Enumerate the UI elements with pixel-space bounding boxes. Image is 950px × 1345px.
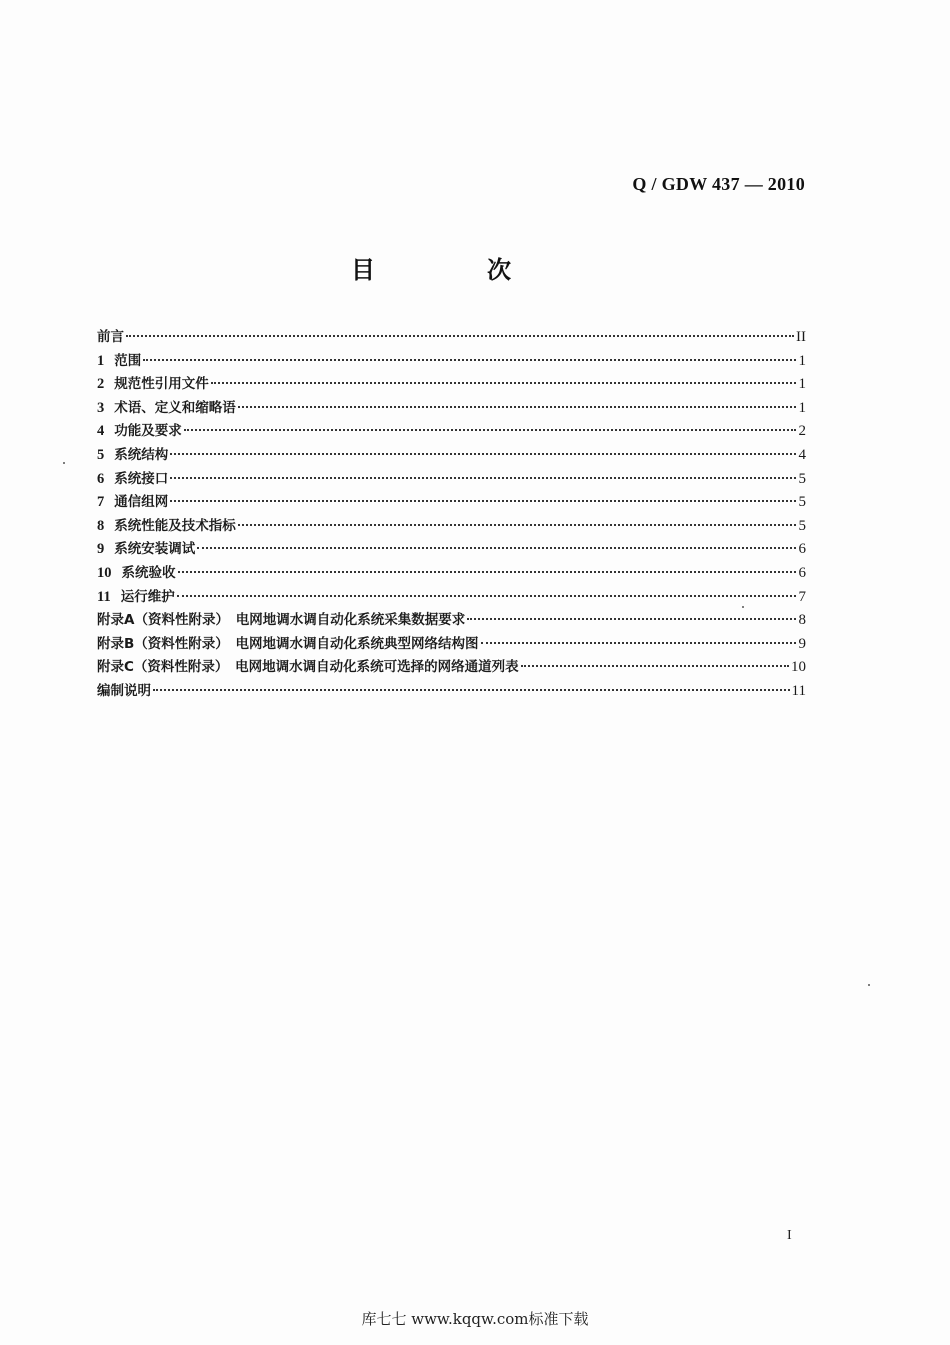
toc-entry-page: 7 <box>798 588 806 605</box>
toc-entry-label: 规范性引用文件 <box>114 376 209 393</box>
leader-dots <box>170 499 796 502</box>
toc-entry-page: 5 <box>798 470 806 487</box>
toc-entry-page: 2 <box>798 423 806 440</box>
toc-entry-page: 5 <box>798 517 806 534</box>
leader-dots <box>178 570 797 573</box>
leader-dots <box>481 641 796 644</box>
toc-entry-7[interactable] <box>97 490 806 514</box>
toc-entry-page: 1 <box>798 376 806 393</box>
toc-entry-number: 6 <box>97 470 105 487</box>
standard-code: Q / GDW 437 — 2010 <box>632 174 805 194</box>
toc-title: 目 次 <box>351 256 555 284</box>
toc-entry-label: 系统性能及技术指标 <box>114 517 236 534</box>
toc-entry-3[interactable] <box>97 396 806 420</box>
toc-entry-8[interactable] <box>97 514 806 538</box>
toc-entry-number: 8 <box>97 517 105 534</box>
toc-entry-label: 功能及要求 <box>114 423 182 440</box>
toc-entry-page: 1 <box>798 352 806 369</box>
toc-entry-1[interactable] <box>97 349 806 373</box>
leader-dots <box>521 664 789 667</box>
toc-entry-page: 6 <box>798 541 806 558</box>
toc-entry-page: 10 <box>791 659 806 676</box>
toc-entry-11[interactable] <box>97 585 806 609</box>
toc-entry-label: 运行维护 <box>120 588 175 605</box>
toc-entry-appendix-c[interactable] <box>97 655 806 679</box>
toc-entry-label: 系统安装调试 <box>114 541 196 558</box>
toc-entry-number: 3 <box>97 399 105 416</box>
toc-entry-label: 前言 <box>97 329 124 345</box>
toc-entry-appendix-b[interactable] <box>97 632 806 656</box>
leader-dots <box>177 594 796 597</box>
toc-entry-label: 系统结构 <box>114 446 169 463</box>
toc-entry-page: 5 <box>798 494 806 511</box>
toc-entry-label: 附录A（资料性附录） 电网地调水调自动化系统采集数据要求 <box>97 612 466 629</box>
toc-entry-label: 范围 <box>114 352 142 369</box>
toc-entry-label: 术语、定义和缩略语 <box>114 399 236 416</box>
toc-entry-2[interactable] <box>97 372 806 396</box>
leader-dots <box>170 476 796 479</box>
toc-entry-number: 11 <box>97 588 111 605</box>
leader-dots <box>197 546 796 549</box>
toc-entry-label: 通信组网 <box>114 494 169 511</box>
toc-entry-label: 编制说明 <box>97 682 151 699</box>
toc-entry-6[interactable] <box>97 467 806 491</box>
toc-entry-page: 4 <box>798 446 806 463</box>
leader-dots <box>211 381 796 384</box>
toc-entry-page: 1 <box>798 399 806 416</box>
toc-entry-compilation-notes[interactable] <box>97 679 806 703</box>
scan-speck <box>742 606 744 608</box>
table-of-contents <box>97 325 806 703</box>
toc-entry-5[interactable] <box>97 443 806 467</box>
toc-entry-number: 5 <box>97 446 105 463</box>
toc-entry-page: 11 <box>791 682 806 699</box>
toc-entry-9[interactable] <box>97 537 806 561</box>
scan-speck <box>868 984 870 986</box>
toc-entry-4[interactable] <box>97 419 806 443</box>
leader-dots <box>238 523 796 526</box>
toc-entry-number: 9 <box>97 541 105 558</box>
toc-entry-number: 10 <box>97 564 112 581</box>
toc-entry-foreword[interactable] <box>97 325 806 349</box>
toc-entry-appendix-a[interactable] <box>97 608 806 632</box>
toc-entry-number: 1 <box>97 352 105 369</box>
leader-dots <box>126 334 794 337</box>
toc-entry-number: 2 <box>97 376 105 393</box>
toc-entry-page: 9 <box>798 635 806 652</box>
toc-entry-number: 4 <box>97 423 105 440</box>
footer-watermark: 库七七 www.kqqw.com标准下载 <box>361 1310 589 1328</box>
toc-entry-page: 8 <box>798 612 806 629</box>
toc-entry-page: 6 <box>798 564 806 581</box>
leader-dots <box>184 428 796 431</box>
toc-entry-number: 7 <box>97 494 105 511</box>
leader-dots <box>143 358 796 361</box>
toc-entry-10[interactable] <box>97 561 806 585</box>
leader-dots <box>467 617 796 620</box>
toc-entry-label: 附录C（资料性附录） 电网地调水调自动化系统可选择的网络通道列表 <box>97 659 519 676</box>
scan-speck <box>63 462 65 464</box>
leader-dots <box>170 452 796 455</box>
toc-entry-label: 系统验收 <box>121 564 176 581</box>
toc-entry-label: 附录B（资料性附录） 电网地调水调自动化系统典型网络结构图 <box>97 635 479 652</box>
leader-dots <box>238 405 796 408</box>
toc-entry-page: II <box>796 329 806 345</box>
page-number: I <box>787 1228 792 1243</box>
toc-entry-label: 系统接口 <box>114 470 169 487</box>
leader-dots <box>153 688 790 691</box>
